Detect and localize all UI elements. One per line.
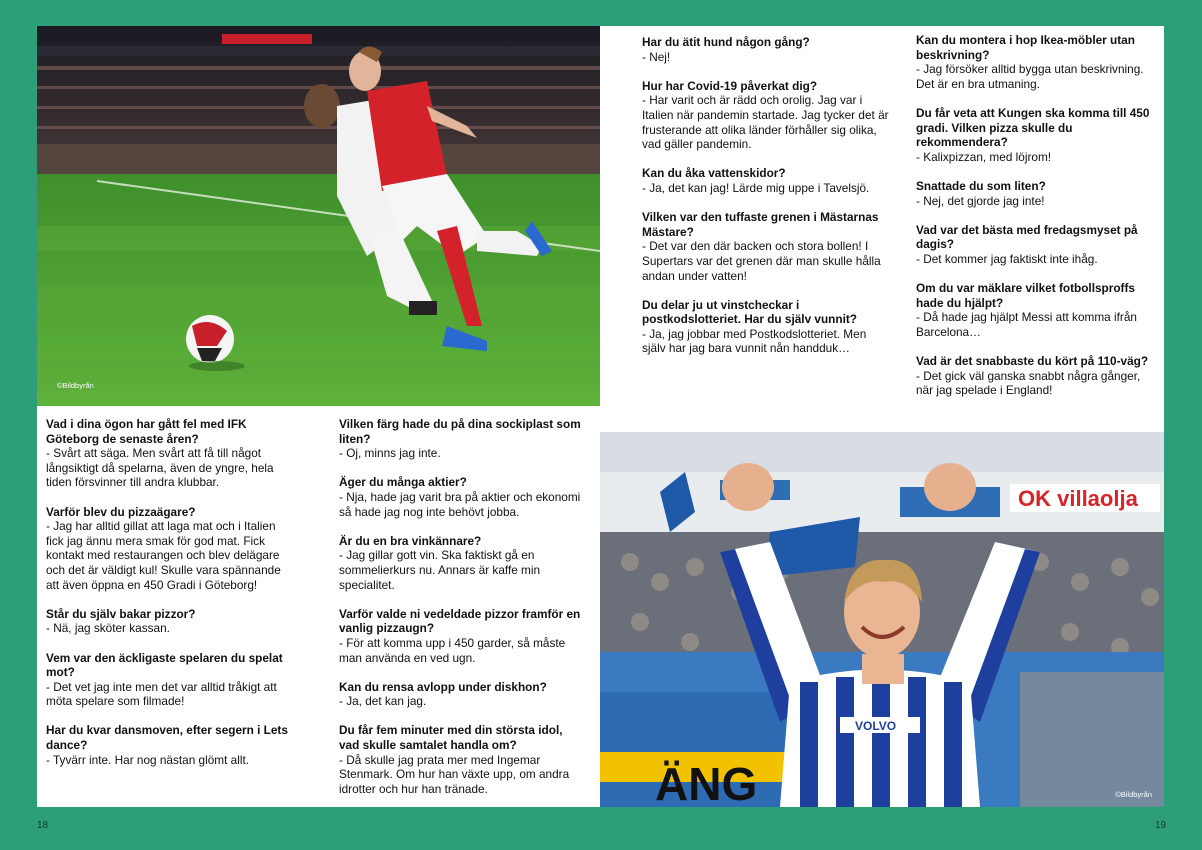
answer: - Det vet jag inte men det var alltid tråkigt att möta spelare som filmade!	[46, 679, 277, 709]
question: Står du själv bakar pizzor?	[46, 606, 196, 621]
answer: - Nej!	[642, 49, 671, 64]
ad-board-text: OK villaolja	[1018, 486, 1138, 511]
qa-item	[642, 166, 892, 195]
qa-item	[46, 651, 296, 709]
banner-text: ÄNG	[655, 758, 758, 807]
question: Vad i dina ögon har gått fel med IFK Göteborg de senaste åren?	[46, 417, 247, 446]
qa-item	[916, 281, 1158, 339]
qa-item	[339, 475, 584, 519]
qa-item	[916, 223, 1158, 267]
qa-item	[916, 354, 1158, 398]
celebration-photo	[600, 432, 1164, 807]
question: Du får fem minuter med din största idol, vad skulle samtalet handla om?	[339, 723, 563, 753]
qa-item	[916, 106, 1158, 164]
answer: - Oj, minns jag inte.	[339, 446, 441, 461]
qa-item	[46, 505, 296, 593]
question: Vilken färg hade du på dina sockiplast som liten?	[339, 417, 581, 446]
question: Du får veta att Kungen ska komma till 450 gradi. Vilken pizza skulle du rekommendera?	[916, 105, 1150, 150]
celebration-photo-illustration	[600, 432, 1164, 807]
answer: - Det var den där backen och stora bollen! I Supertars var det grenen där man skulle hålla andan under vatten!	[642, 239, 881, 283]
question: Varför valde ni vedeldade pizzor framför en vanlig pizzaugn?	[339, 606, 581, 636]
question: Vem var den äckligaste spelaren du spelat mot?	[46, 650, 283, 680]
answer: - Svårt att säga. Men svårt att få till något långsiktigt då spelarna, även de yngre, hela tiden försvinner till andra klubbar.	[46, 446, 274, 490]
question: Är du en bra vinkännare?	[339, 533, 482, 548]
page-number-right: 19	[1155, 820, 1167, 831]
qa-item	[339, 534, 584, 592]
question: Kan du åka vattenskidor?	[642, 166, 786, 181]
qa-item	[339, 607, 584, 665]
question: Snattade du som liten?	[916, 178, 1046, 193]
qa-item	[916, 33, 1158, 91]
answer: - Jag försöker alltid bygga utan beskrivning. Det är en bra utmaning.	[916, 62, 1144, 91]
qa-item	[46, 723, 296, 767]
qa-item	[46, 417, 296, 490]
qa-item	[339, 417, 584, 461]
question: Har du ätit hund någon gång?	[642, 35, 810, 49]
page-number-left: 18	[37, 820, 49, 831]
match-photo	[37, 26, 600, 406]
answer: - Har varit och är rädd och orolig. Jag var i Italien när pandemin startade. Jag tycker det är frusterande att olika länder förhåller sig olika, vad gäller pandemin.	[642, 93, 889, 152]
question: Du delar ju ut vinstcheckar i postkodslotteriet. Har du själv vunnit?	[642, 297, 857, 327]
qa-item	[339, 723, 584, 796]
qa-item	[642, 35, 892, 64]
text-column-3	[642, 35, 892, 371]
text-column-4	[916, 33, 1158, 412]
question: Kan du rensa avlopp under diskhon?	[339, 679, 547, 694]
answer: - Nja, hade jag varit bra på aktier och ekonomi så hade jag nog inte behövt jobba.	[339, 489, 581, 519]
question: Vilken var den tuffaste grenen i Mästarnas Mästare?	[642, 210, 879, 239]
answer: - Det kommer jag faktiskt inte ihåg.	[916, 251, 1098, 266]
answer: - Då skulle jag prata mer med Ingemar Stenmark. Om hur han växte upp, om andra idrotter och hur han tränade.	[339, 752, 570, 796]
question: Varför blev du pizzaägare?	[46, 504, 196, 519]
text-column-2	[339, 417, 584, 811]
question: Vad var det bästa med fredagsmyset på dagis?	[916, 222, 1138, 252]
answer: - Då hade jag hjälpt Messi att komma ifrån Barcelona…	[916, 310, 1137, 339]
answer: - Jag gillar gott vin. Ska faktiskt gå en sommelierkurs nu. Annars är kaffe min specialitet.	[339, 548, 541, 592]
qa-item	[642, 298, 892, 356]
question: Hur har Covid-19 påverkat dig?	[642, 78, 818, 93]
text-column-1	[46, 417, 296, 782]
shirt-sponsor-text: VOLVO	[855, 719, 897, 733]
answer: - Nä, jag sköter kassan.	[46, 621, 170, 636]
question: Kan du montera i hop Ikea-möbler utan beskrivning?	[916, 33, 1135, 62]
answer: - Det gick väl ganska snabbt några gånger, när jag spelade i England!	[916, 368, 1141, 398]
answer: - Nej, det gjorde jag inte!	[916, 193, 1045, 208]
question: Om du var mäklare vilket fotbollsproffs hade du hjälpt?	[916, 281, 1135, 310]
photo-credit-left: ©Bildbyrån	[57, 381, 94, 390]
question: Äger du många aktier?	[339, 475, 467, 490]
question: Vad är det snabbaste du kört på 110-väg?	[916, 354, 1149, 369]
answer: - Ja, det kan jag! Lärde mig uppe i Tavelsjö.	[642, 180, 870, 195]
match-photo-illustration	[37, 26, 600, 406]
question: Har du kvar dansmoven, efter segern i Lets dance?	[46, 723, 288, 753]
photo-credit-right: ©Bildbyrån	[1115, 790, 1152, 799]
qa-item	[46, 607, 296, 636]
qa-item	[916, 179, 1158, 208]
qa-item	[642, 210, 892, 283]
answer: - Ja, det kan jag.	[339, 694, 427, 709]
answer: - Ja, jag jobbar med Postkodslotteriet. Men själv har jag bara vunnit nån handduk…	[642, 326, 867, 356]
answer: - Jag har alltid gillat att laga mat och i Italien fick jag ännu mera smak för god mat. Fick kontakt med restaurangen och blev delägare och det är väldigt kul! Skulle vara spännande att även öppna en 450 Gradi i Göteborg!	[46, 519, 281, 592]
answer: - Tyvärr inte. Har nog nästan glömt allt.	[46, 752, 250, 767]
answer: - För att komma upp i 450 garder, så måste man använda en ved ugn.	[339, 635, 566, 665]
qa-item	[642, 79, 892, 152]
answer: - Kalixpizzan, med löjrom!	[916, 149, 1052, 164]
qa-item	[339, 680, 584, 709]
